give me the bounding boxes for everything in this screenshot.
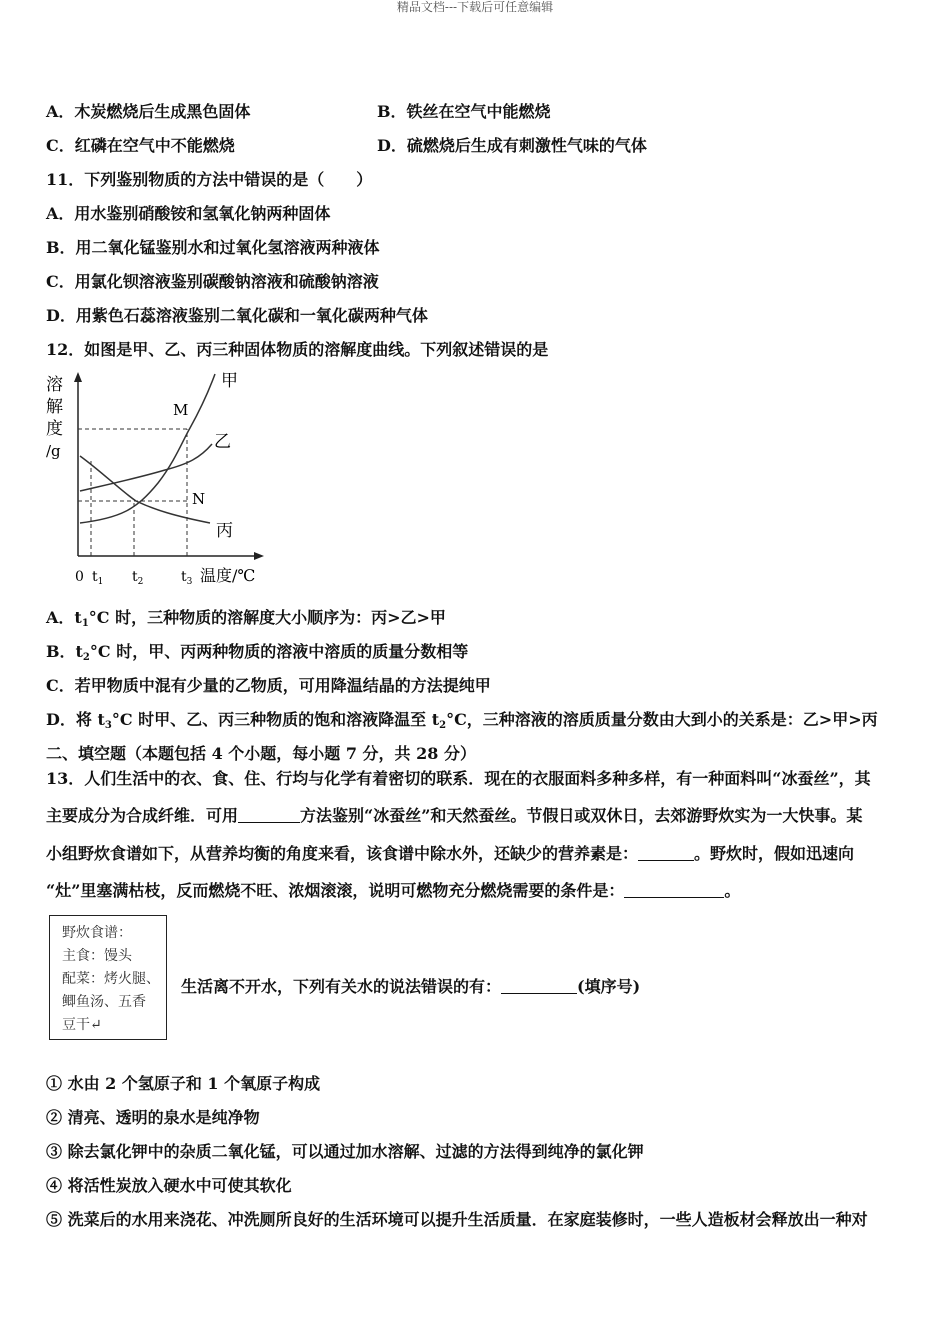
recipe-line: 主食：馒头 — [62, 948, 132, 964]
answer-blank-1[interactable] — [238, 808, 300, 823]
x-axis-arrow — [254, 552, 264, 560]
q13-option-2: ② 清亮、透明的泉水是纯净物 — [46, 1108, 260, 1127]
section-heading: 二、填空题（本题包括 4 个小题，每小题 7 分，共 28 分） — [46, 744, 476, 763]
q12-stem: 12．如图是甲、乙、丙三种固体物质的溶解度曲线。下列叙述错误的是 — [46, 340, 549, 359]
q10-option-a: A．木炭燃烧后生成黑色固体 — [46, 102, 251, 121]
curve-label-bing: 丙 — [216, 521, 233, 541]
point-label-n: N — [192, 490, 206, 508]
q13-option-4: ④ 将活性炭放入硬水中可使其软化 — [46, 1176, 292, 1195]
y-axis-label-2: 解 — [46, 397, 63, 417]
q13-line-1: 13．人们生活中的衣、食、住、行均与化学有着密切的联系．现在的衣服面料多种多样，有一种面料叫“冰蚕丝”，其 — [46, 769, 871, 788]
q11-option-d: D．用紫色石蕊溶液鉴别二氧化碳和一氧化碳两种气体 — [46, 306, 428, 325]
q13-line-2: 主要成分为合成纤维．可用 方法鉴别“冰蚕丝”和天然蚕丝。节假日或双休日，去郊游野炊实为一大快事。某 — [46, 806, 863, 825]
q13-line-3: 小组野炊食谱如下，从营养均衡的角度来看，该食谱中除水外，还缺少的营养素是： 。野炊时，假如迅速向 — [46, 844, 855, 863]
answer-blank-4[interactable] — [501, 979, 577, 994]
q11-stem: 11．下列鉴别物质的方法中错误的是（ ） — [46, 170, 373, 189]
q13-water-question: 生活离不开水，下列有关水的说法错误的有： (填序号) — [181, 977, 641, 996]
y-axis-label-4: /g — [46, 442, 61, 460]
q10-option-d: D．硫燃烧后生成有刺激性气味的气体 — [377, 136, 647, 155]
y-axis-label-1: 溶 — [46, 375, 63, 395]
q13-line-4: “灶”里塞满枯枝，反而燃烧不旺、浓烟滚滚，说明可燃物充分燃烧需要的条件是： 。 — [46, 881, 741, 900]
q10-option-b: B．铁丝在空气中能燃烧 — [377, 102, 551, 121]
recipe-line: 配菜：烤火腿、 — [62, 971, 160, 987]
q12-option-d: D．将 $t_3^\circ C$ 时甲、乙、丙三种物质的饱和溶液降温至 $t_2^\circ C$，三种溶液的溶质质量分数由大到小的关系是：乙>甲>丙 — [46, 710, 878, 731]
q11-option-a: A．用水鉴别硝酸铵和氢氧化钠两种固体 — [46, 204, 331, 223]
tick-t2: $t_2$ — [132, 569, 144, 587]
q13-option-5: ⑤ 洗菜后的水用来浇花、冲洗厕所良好的生活环境可以提升生活质量．在家庭装修时，一些人造板材会释放出一种对 — [46, 1210, 868, 1229]
y-axis-arrow — [74, 372, 82, 382]
answer-blank-2[interactable] — [638, 846, 694, 861]
q11-option-b: B．用二氧化锰鉴别水和过氧化氢溶液两种液体 — [46, 238, 380, 257]
origin-label: 0 — [75, 569, 84, 585]
point-label-m: M — [173, 401, 189, 419]
tick-t1: $t_1$ — [92, 569, 104, 587]
q12-option-c: C．若甲物质中混有少量的乙物质，可用降温结晶的方法提纯甲 — [46, 676, 491, 695]
q13-option-1: ① 水由 2 个氢原子和 1 个氧原子构成 — [46, 1074, 321, 1093]
curve-label-yi: 乙 — [214, 432, 231, 452]
q10-option-c: C．红磷在空气中不能燃烧 — [46, 136, 235, 155]
recipe-line: 鲫鱼汤、五香 — [62, 994, 146, 1010]
solubility-curve-figure — [40, 368, 280, 590]
y-axis-label-3: 度 — [46, 419, 63, 439]
page-header: 精品文档---下载后可任意编辑 — [396, 0, 554, 14]
q11-option-c: C．用氯化钡溶液鉴别碳酸钠溶液和硫酸钠溶液 — [46, 272, 379, 291]
curve-bing — [80, 456, 210, 523]
answer-blank-3[interactable] — [624, 883, 724, 898]
recipe-box — [49, 915, 167, 1040]
q12-option-a: A．$t_1^\circ C$ 时，三种物质的溶解度大小顺序为：丙>乙>甲 — [46, 608, 446, 629]
curve-yi — [80, 444, 212, 491]
x-axis-label: 温度/℃ — [200, 566, 256, 585]
q12-option-b: B．$t_2^\circ C$ 时，甲、丙两种物质的溶液中溶质的质量分数相等 — [46, 642, 469, 663]
curve-label-jia: 甲 — [221, 371, 238, 391]
recipe-line: 豆干↵ — [62, 1017, 102, 1033]
tick-t3: $t_3$ — [181, 569, 193, 587]
recipe-line: 野炊食谱： — [62, 925, 132, 941]
q13-option-3: ③ 除去氯化钾中的杂质二氧化锰，可以通过加水溶解、过滤的方法得到纯净的氯化钾 — [46, 1142, 644, 1161]
